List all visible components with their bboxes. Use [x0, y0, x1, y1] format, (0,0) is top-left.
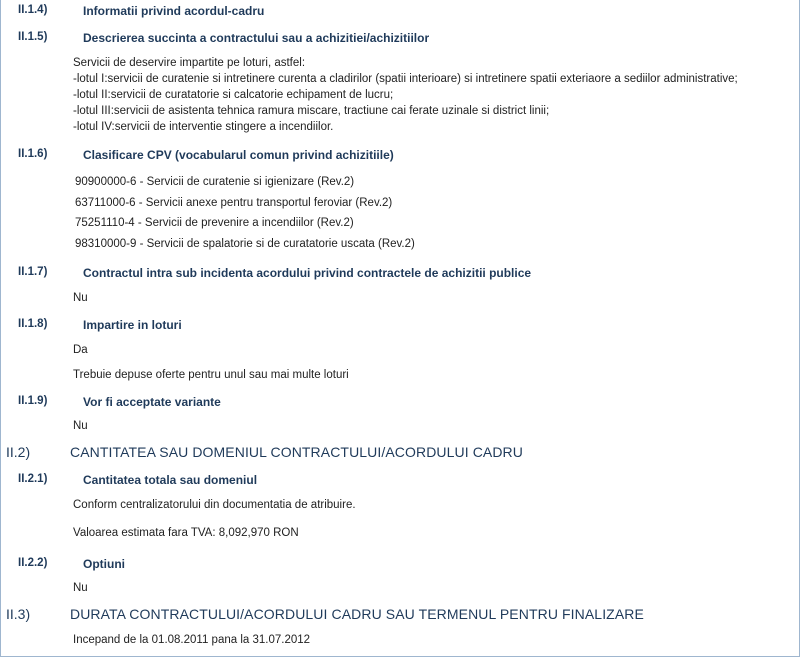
lots-value: Da	[73, 344, 88, 356]
row-label-options: Optiuni	[83, 557, 125, 571]
description-line: -lotul II:servicii de curatatorie si calcatorie echipament de lucru;	[73, 89, 394, 101]
cpv-item: 98310000-9 - Servicii de spalatorie si de curatatorie uscata (Rev.2)	[75, 238, 415, 250]
description-line: -lotul III:servicii de asistenta tehnica ramura miscare, tractiune cai ferate uzinale si district linii;	[73, 105, 550, 117]
row-label-contract-description: Descrierea succinta a contractului sau a achizitiei/achizitiilor	[83, 31, 430, 45]
row-number-ii-1-7: II.1.7)	[18, 266, 48, 278]
row-number-ii-1-8: II.1.8)	[18, 318, 48, 330]
section-title-quantity-scope: CANTITATEA SAU DOMENIUL CONTRACTULUI/ACORDULUI CADRU	[70, 444, 523, 460]
gpa-value: Nu	[73, 292, 88, 304]
lots-note: Trebuie depuse oferte pentru unul sau mai multe loturi	[73, 369, 349, 381]
variants-value: Nu	[73, 420, 88, 432]
row-number-ii-1-9: II.1.9)	[18, 395, 48, 407]
row-number-ii-1-4: II.1.4)	[18, 4, 48, 16]
options-value: Nu	[73, 582, 88, 594]
quantity-text: Conform centralizatorului din documentatia de atribuire.	[73, 499, 356, 511]
row-label-framework-agreement-info: Informatii privind acordul-cadru	[83, 4, 265, 18]
cpv-item: 90900000-6 - Servicii de curatenie si igienizare (Rev.2)	[75, 176, 355, 188]
cpv-item: 75251110-4 - Servicii de prevenire a incendiilor (Rev.2)	[75, 217, 354, 229]
row-label-gpa-coverage: Contractul intra sub incidenta acordului privind contractele de achizitii publice	[83, 266, 532, 280]
row-label-total-quantity: Cantitatea totala sau domeniul	[83, 473, 258, 487]
row-label-cpv-classification: Clasificare CPV (vocabularul comun privind achizitiile)	[83, 148, 394, 162]
row-label-lots-division: Impartire in loturi	[83, 318, 182, 332]
row-number-ii-1-6: II.1.6)	[18, 148, 48, 160]
estimated-value: Valoarea estimata fara TVA: 8,092,970 RON	[73, 527, 299, 539]
description-line: -lotul IV:servicii de interventie stingere a incendiilor.	[73, 121, 334, 133]
cpv-item: 63711000-6 - Servicii anexe pentru transportul feroviar (Rev.2)	[75, 197, 393, 209]
section-number-ii-3: II.3)	[6, 606, 31, 622]
row-label-variants: Vor fi acceptate variante	[83, 395, 221, 409]
section-number-ii-2: II.2)	[6, 444, 31, 460]
row-number-ii-1-5: II.1.5)	[18, 31, 48, 43]
section-title-duration: DURATA CONTRACTULUI/ACORDULUI CADRU SAU TERMENUL PENTRU FINALIZARE	[70, 606, 644, 622]
row-number-ii-2-2: II.2.2)	[18, 557, 48, 569]
row-number-ii-2-1: II.2.1)	[18, 473, 48, 485]
description-line: Servicii de deservire impartite pe loturi, astfel:	[73, 57, 306, 69]
description-line: -lotul I:servicii de curatenie si intretinere curenta a cladirilor (spatii interioare) si intretinere spatii exteriaore a sediilor administrative;	[73, 73, 738, 85]
duration-text: Incepand de la 01.08.2011 pana la 31.07.2012	[73, 634, 311, 646]
